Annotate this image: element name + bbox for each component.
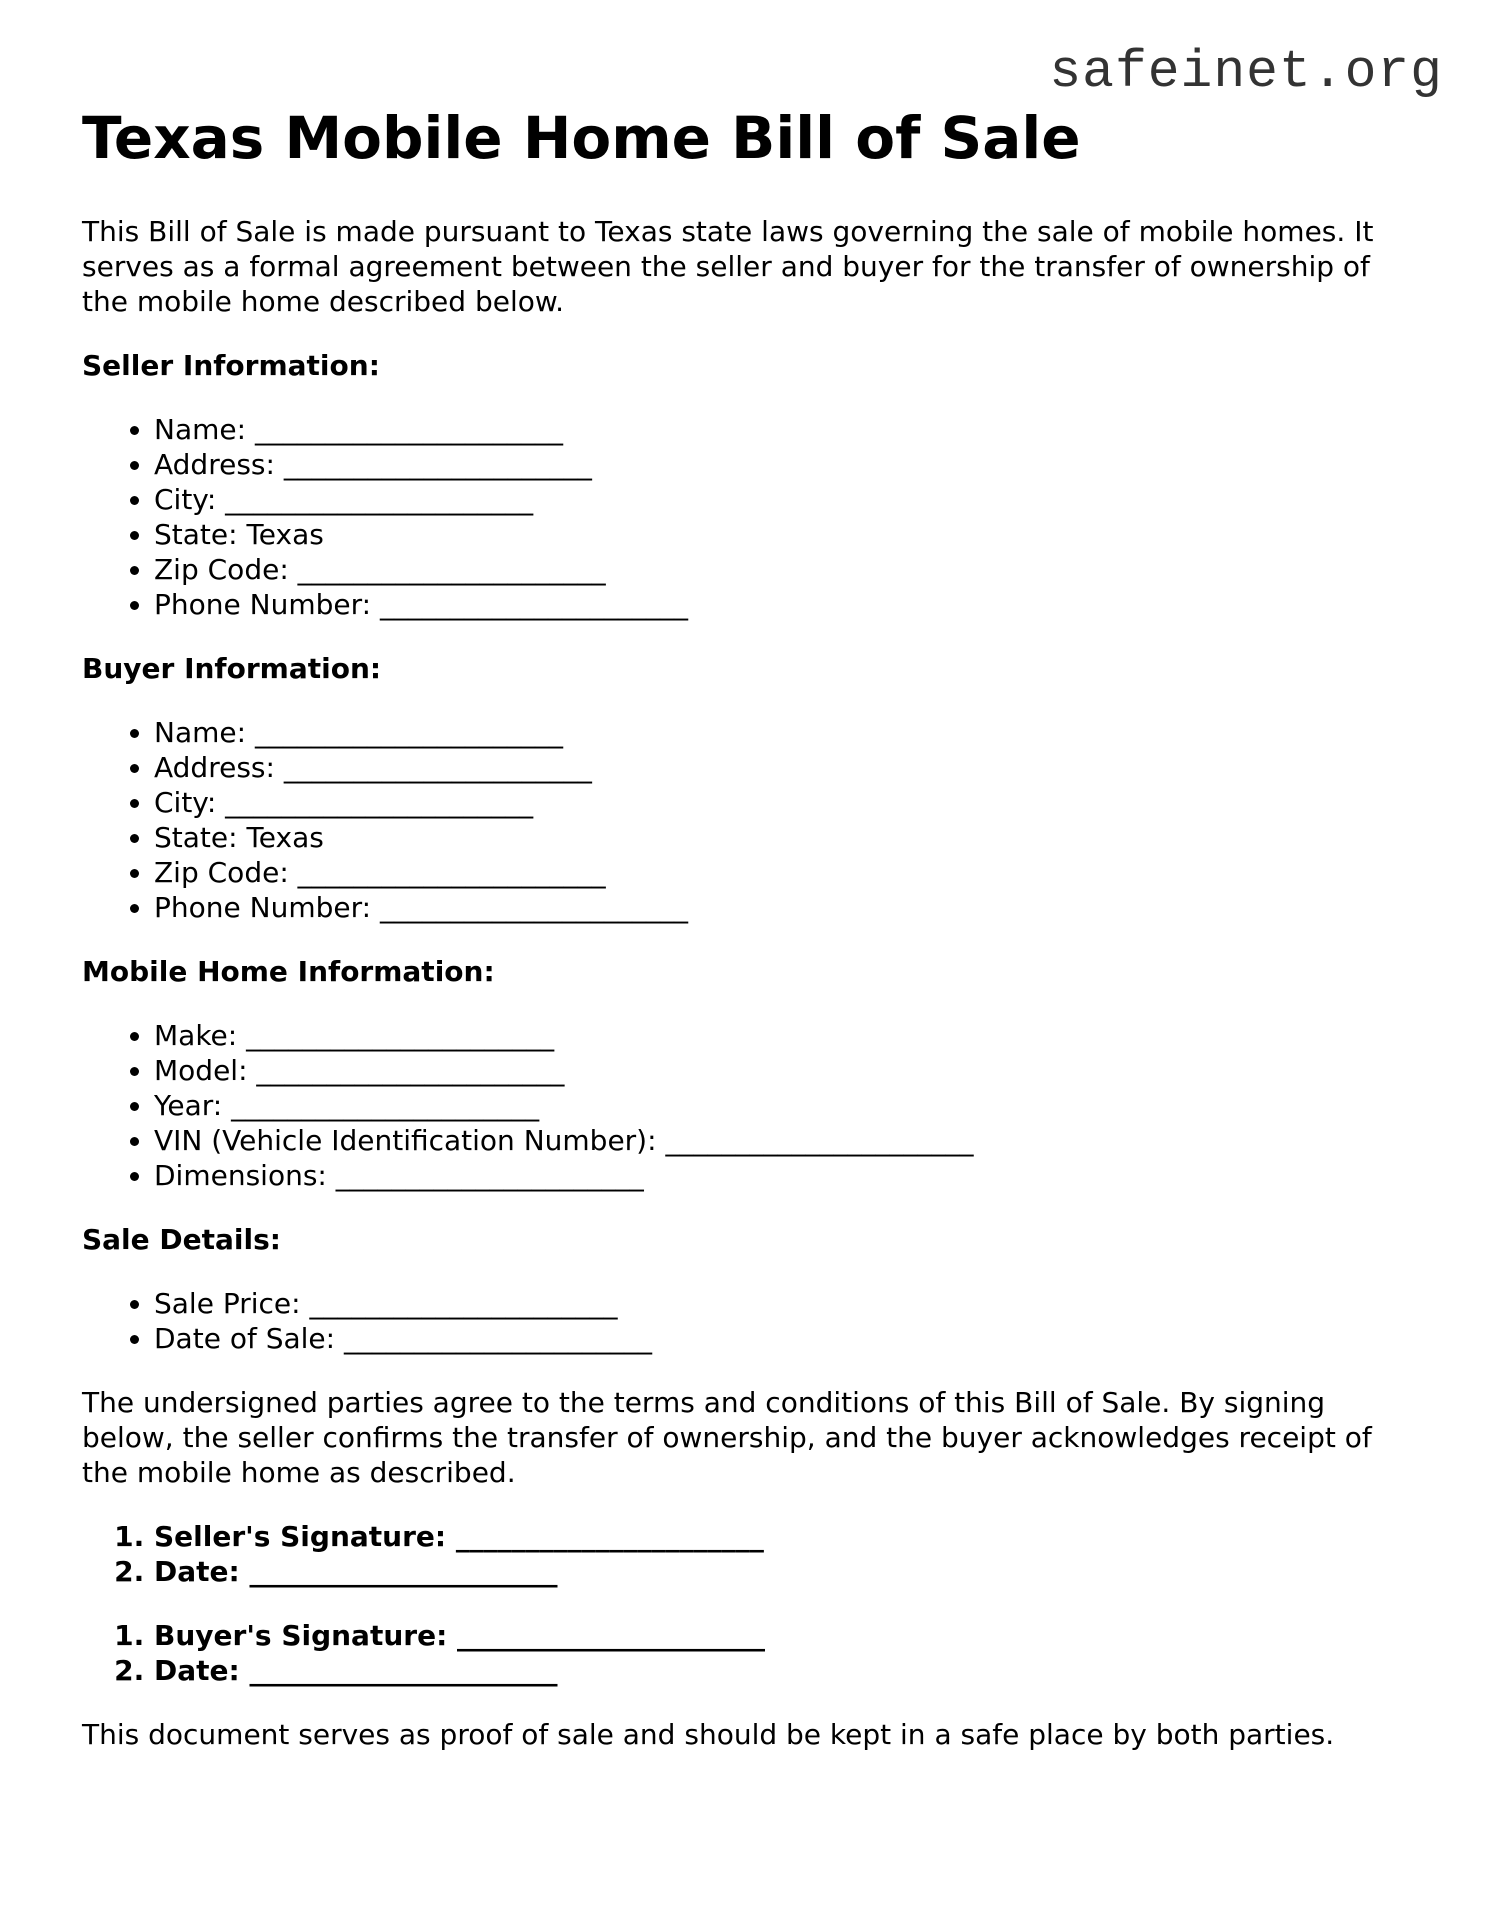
sale-price-field: • Sale Price: ______________________ <box>154 1286 1422 1321</box>
buyer-signature-list <box>82 1618 1422 1688</box>
document-title: Texas Mobile Home Bill of Sale <box>82 104 1081 172</box>
seller-phone-field: • Phone Number: ______________________ <box>154 587 1422 622</box>
buyer-state-field: • State: Texas <box>154 820 1422 855</box>
home-dimensions-field: • Dimensions: ______________________ <box>154 1158 1422 1193</box>
buyer-signature-line: 1. Buyer's Signature: ______________________ <box>154 1618 1422 1653</box>
buyer-address-field: • Address: ______________________ <box>154 750 1422 785</box>
seller-city-field: • City: ______________________ <box>154 482 1422 517</box>
home-model-field: • Model: ______________________ <box>154 1053 1422 1088</box>
mobile-home-heading: Mobile Home Information: <box>82 955 495 988</box>
document-body <box>82 214 1422 1752</box>
seller-state-field: • State: Texas <box>154 517 1422 552</box>
home-make-field: • Make: ______________________ <box>154 1018 1422 1053</box>
buyer-phone-field: • Phone Number: ______________________ <box>154 890 1422 925</box>
intro-paragraph: This Bill of Sale is made pursuant to Texas state laws governing the sale of mobile homes. It serves as a formal agreement between the seller and buyer for the transfer of ownership of the mobile home described below. <box>82 215 1374 318</box>
buyer-heading: Buyer Information: <box>82 652 382 685</box>
sale-details-heading: Sale Details: <box>82 1223 281 1256</box>
seller-address-field: • Address: ______________________ <box>154 447 1422 482</box>
sale-date-field: • Date of Sale: ______________________ <box>154 1321 1422 1356</box>
agreement-paragraph: The undersigned parties agree to the terms and conditions of this Bill of Sale. By signing below, the seller confirms the transfer of ownership, and the buyer acknowledges receipt of the mobile home as described. <box>82 1386 1372 1489</box>
seller-signature-line: 1. Seller's Signature: ______________________ <box>154 1519 1422 1554</box>
seller-signature-list <box>82 1519 1422 1589</box>
buyer-date-line: 2. Date: ______________________ <box>154 1653 1422 1688</box>
sale-details-list <box>82 1286 1422 1356</box>
buyer-zip-field: • Zip Code: ______________________ <box>154 855 1422 890</box>
seller-info-list <box>82 412 1422 622</box>
seller-heading: Seller Information: <box>82 349 380 382</box>
buyer-name-field: • Name: ______________________ <box>154 715 1422 750</box>
home-vin-field: • VIN (Vehicle Identification Number): ______________________ <box>154 1123 1422 1158</box>
watermark: safeinet.org <box>1049 42 1443 102</box>
buyer-city-field: • City: ______________________ <box>154 785 1422 820</box>
home-year-field: • Year: ______________________ <box>154 1088 1422 1123</box>
closing-paragraph: This document serves as proof of sale and should be kept in a safe place by both parties. <box>82 1718 1335 1751</box>
seller-zip-field: • Zip Code: ______________________ <box>154 552 1422 587</box>
seller-date-line: 2. Date: ______________________ <box>154 1554 1422 1589</box>
buyer-info-list <box>82 715 1422 925</box>
seller-name-field: • Name: ______________________ <box>154 412 1422 447</box>
mobile-home-info-list <box>82 1018 1422 1193</box>
